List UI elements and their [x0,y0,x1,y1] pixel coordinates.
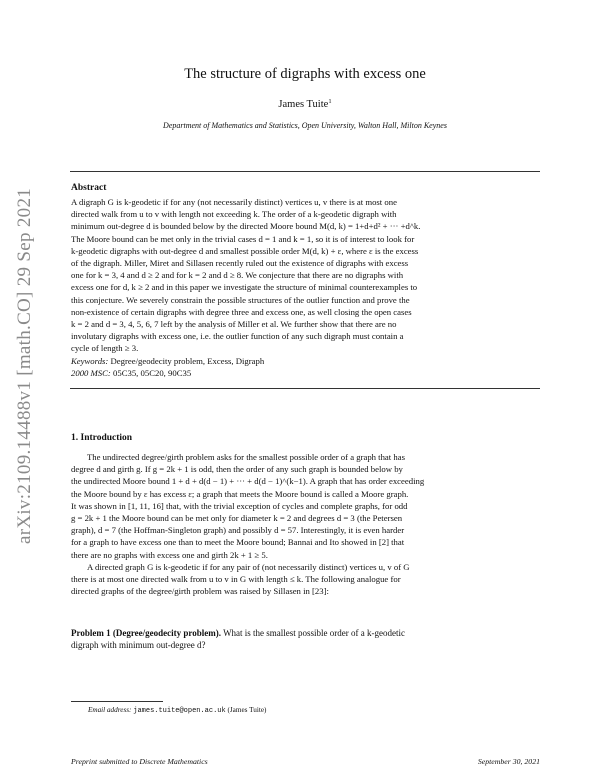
footnote-name: (James Tuite) [227,706,267,714]
abstract-body [71,196,540,355]
abstract-line: involutary digraphs with excess one, i.e. the outlier function of any such digraph must contain a [71,331,404,342]
msc-value: 05C35, 05C20, 90C35 [113,368,192,378]
msc-codes [71,367,540,379]
abstract-line: k = 2 and d = 3, 4, 5, 6, 7 left by the analysis of Miller et al. We further show that there are no [71,319,397,330]
paper-title: The structure of digraphs with excess one [184,66,426,82]
author-footnote-mark: 1 [328,98,332,105]
footer-right: September 30, 2021 [477,757,540,766]
intro-line: for a graph to have excess one than to meet the Moore bound; Bannai and Ito showed in [2] that [71,537,405,548]
intro-paragraph-1 [71,451,540,561]
intro-line: the Moore bound by ε has excess ε; a graph that meets the Moore bound is called a Moore graph. [71,488,409,499]
footer-left: Preprint submitted to Discrete Mathematics [71,757,208,766]
arxiv-stamp [10,176,40,556]
intro-line: g = 2k + 1 the Moore bound can be met only for diameter k = 2 and degrees d = 3 (the Petersen [71,513,403,524]
msc-label: 2000 MSC: [71,368,111,378]
intro-line: graph), d = 7 (the Hoffman-Singleton graph) and possibly d = 57. Interestingly, it is even harder [71,525,405,536]
abstract-line: cycle of length ≥ 3. [71,343,139,354]
author-name: James Tuite [278,99,329,110]
intro-line: directed graphs of the degree/girth problem was raised by Sillasen in [23]: [71,586,329,597]
intro-paragraph-2 [71,561,540,598]
introduction-heading: 1. Introduction [71,433,133,443]
intro-line: there is at most one directed walk from u to v in G with length ≤ k. The following analogue for [71,574,401,585]
intro-line: The undirected degree/girth problem asks for the smallest possible order of a graph that has [87,452,405,462]
problem-text-line-1: What is the smallest possible order of a k-geodetic [223,628,406,638]
intro-line: the undirected Moore bound 1 + d + d(d − 1) + ··· + d(d − 1)^(k−1). A graph that has order exceeding [71,476,425,487]
intro-line: there are no graphs with excess one and girth 2k + 1 ≥ 5. [71,549,268,560]
abstract-bottom-rule [70,388,540,389]
intro-line: degree d and girth g. If g = 2k + 1 is odd, then the order of any such graph is bounded below by [71,464,403,475]
abstract-line: directed walk from u to v with length not exceeding k. The order of a k-geodetic digraph with [71,209,397,220]
keywords [71,355,540,367]
abstract-line: of the digraph. Miller, Miret and Sillasen recently ruled out the existence of digraphs with excess [71,258,409,269]
problem-label: Problem 1 (Degree/geodecity problem). [71,628,221,638]
problem-statement [71,627,540,652]
footnote-rule [71,701,163,702]
abstract-line: minimum out-degree d is bounded below by the directed Moore bound M(d, k) = 1+d+d² + ··· +d^k. [71,221,421,232]
abstract-line: excess one for d, k ≥ 2 and in this paper we investigate the structure of minimal counterexamples to [71,282,418,293]
abstract-line: one for k = 3, 4 and d ≥ 2 and for k = 2 and d ≥ 8. We conjecture that there are no digraphs with [71,270,404,281]
abstract-line: non-existence of certain digraphs with degree three and excess one, as well closing the open cases [71,306,412,317]
footnote-label: Email address: [88,706,132,714]
arxiv-stamp-text: arXiv:2109.14488v1 [math.CO] 29 Sep 2021 [14,187,35,545]
abstract-top-rule [70,171,540,172]
keywords-label: Keywords: [71,356,109,366]
affiliation: Department of Mathematics and Statistics, Open University, Walton Hall, Milton Keynes [163,121,447,130]
intro-line: A directed graph G is k-geodetic if for any pair of (not necessarily distinct) vertices u, v of G [87,562,410,572]
author-line [70,98,540,110]
footnote-email[interactable]: james.tuite@open.ac.uk [133,707,226,715]
footnote [88,706,266,715]
abstract-line: A digraph G is k-geodetic if for any (not necessarily distinct) vertices u, v there is at most one [71,197,397,207]
intro-line: It was shown in [1, 11, 16] that, with the trivial exception of cycles and complete graphs, for odd [71,500,408,511]
abstract-line: k-geodetic digraphs with out-degree d and smallest possible order M(d, k) + ε, where ε is the excess [71,245,419,256]
abstract-line: this conjecture. We severely constrain the possible structures of the outlier function and prove the [71,294,410,305]
problem-text-line-2: digraph with minimum out-degree d? [71,640,206,651]
abstract-line: The Moore bound can be met only in the trivial cases d = 1 and k = 1, so it is of interest to look for [71,233,415,244]
abstract-heading: Abstract [71,183,107,193]
keywords-value: Degree/geodecity problem, Excess, Digraph [110,356,265,366]
